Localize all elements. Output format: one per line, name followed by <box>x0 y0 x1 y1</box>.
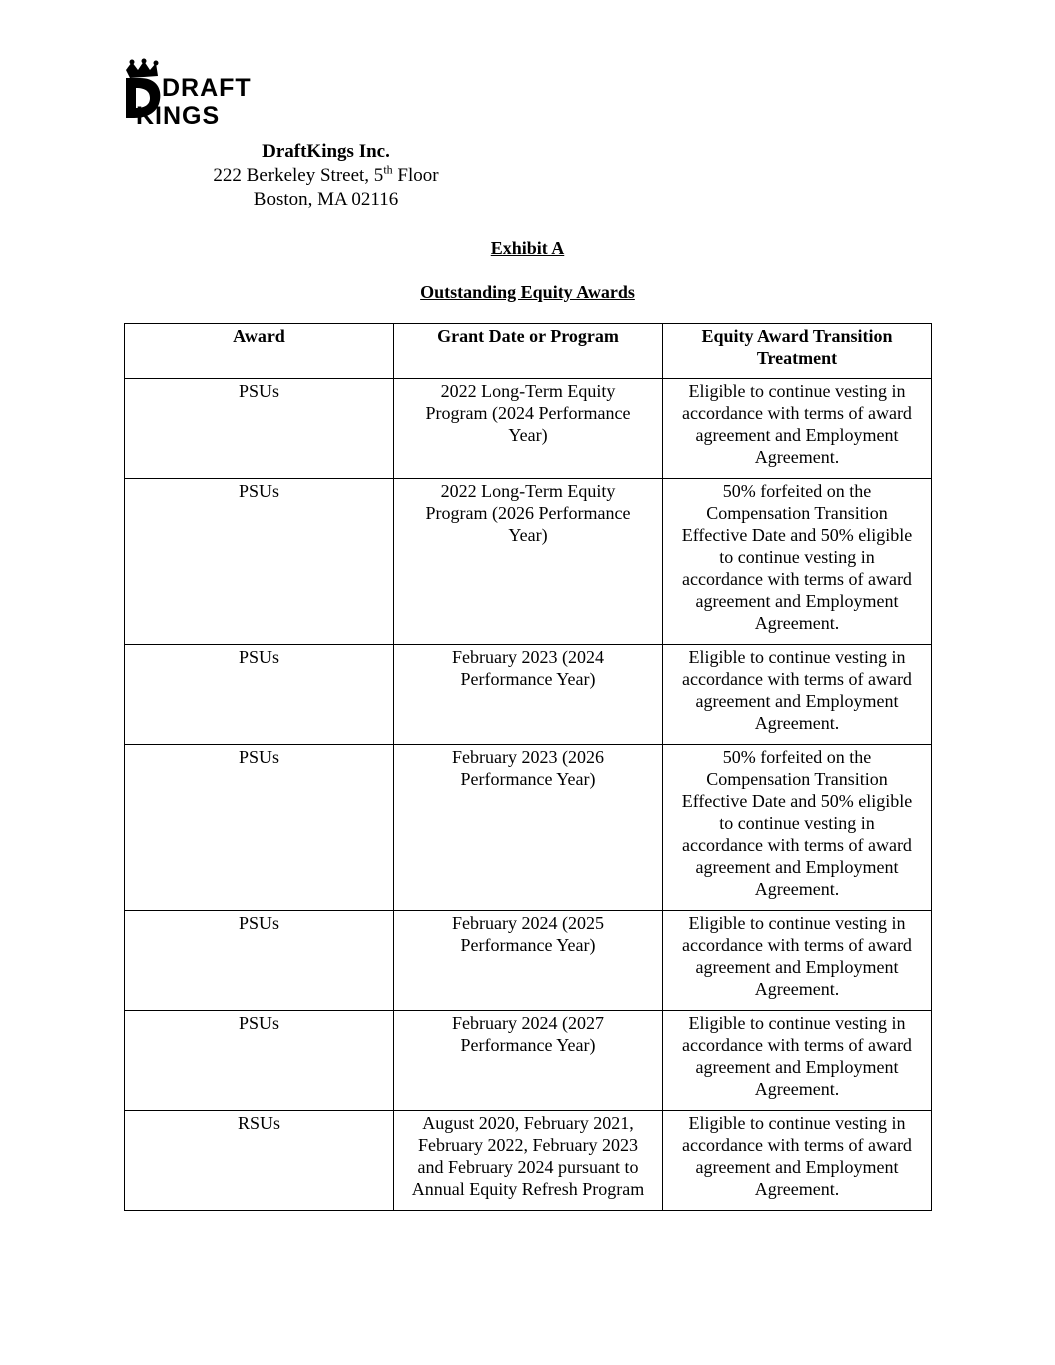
street-prefix: 222 Berkeley Street, 5 <box>213 165 384 186</box>
logo-text-draft: DRAFT <box>162 74 252 102</box>
header-award: Award <box>125 324 394 379</box>
table-row <box>125 745 932 911</box>
award-cell: PSUs <box>125 1011 394 1111</box>
draftkings-crown-logo-icon <box>122 58 254 128</box>
header-grant-date: Grant Date or Program <box>394 324 663 379</box>
award-cell: PSUs <box>125 479 394 645</box>
table-row <box>125 911 932 1011</box>
treatment-cell: Eligible to continue vesting in accordance with terms of award agreement and Employment Agreement. <box>663 1111 932 1211</box>
treatment-cell: 50% forfeited on the Compensation Transition Effective Date and 50% eligible to continue vesting in accordance with terms of award agreement and Employment Agreement. <box>663 745 932 911</box>
draftkings-logo <box>122 58 254 128</box>
table-row <box>125 645 932 745</box>
letterhead <box>200 140 452 212</box>
logo-text-kings: KINGS <box>136 102 221 128</box>
treatment-cell: Eligible to continue vesting in accordance with terms of award agreement and Employment Agreement. <box>663 911 932 1011</box>
award-cell: RSUs <box>125 1111 394 1211</box>
company-name: DraftKings Inc. <box>262 141 390 162</box>
exhibit-title: Exhibit A <box>490 238 565 258</box>
header-transition-treatment: Equity Award Transition Treatment <box>663 324 932 379</box>
treatment-cell: 50% forfeited on the Compensation Transition Effective Date and 50% eligible to continue vesting in accordance with terms of award agreement and Employment Agreement. <box>663 479 932 645</box>
award-cell: PSUs <box>125 911 394 1011</box>
grant-cell: February 2023 (2026 Performance Year) <box>394 745 663 911</box>
award-cell: PSUs <box>125 645 394 745</box>
city-state-zip: Boston, MA 02116 <box>253 189 399 210</box>
table-row <box>125 1111 932 1211</box>
table-header-row <box>125 324 932 379</box>
section-title: Outstanding Equity Awards <box>420 282 635 302</box>
table-row <box>125 1011 932 1111</box>
award-cell: PSUs <box>125 745 394 911</box>
grant-cell: 2022 Long-Term Equity Program (2024 Performance Year) <box>394 379 663 479</box>
street-end: Floor <box>392 165 439 186</box>
table-row <box>125 479 932 645</box>
grant-cell: February 2024 (2027 Performance Year) <box>394 1011 663 1111</box>
street-address <box>200 164 452 188</box>
table-row <box>125 379 932 479</box>
treatment-cell: Eligible to continue vesting in accordance with terms of award agreement and Employment Agreement. <box>663 379 932 479</box>
grant-cell: February 2024 (2025 Performance Year) <box>394 911 663 1011</box>
equity-awards-table <box>124 323 932 1211</box>
treatment-cell: Eligible to continue vesting in accordance with terms of award agreement and Employment Agreement. <box>663 645 932 745</box>
grant-cell: February 2023 (2024 Performance Year) <box>394 645 663 745</box>
floor-ordinal: th <box>383 162 393 177</box>
treatment-cell: Eligible to continue vesting in accordance with terms of award agreement and Employment Agreement. <box>663 1011 932 1111</box>
award-cell: PSUs <box>125 379 394 479</box>
grant-cell: 2022 Long-Term Equity Program (2026 Performance Year) <box>394 479 663 645</box>
grant-cell: August 2020, February 2021, February 2022, February 2023 and February 2024 pursuant to Annual Equity Refresh Program <box>394 1111 663 1211</box>
